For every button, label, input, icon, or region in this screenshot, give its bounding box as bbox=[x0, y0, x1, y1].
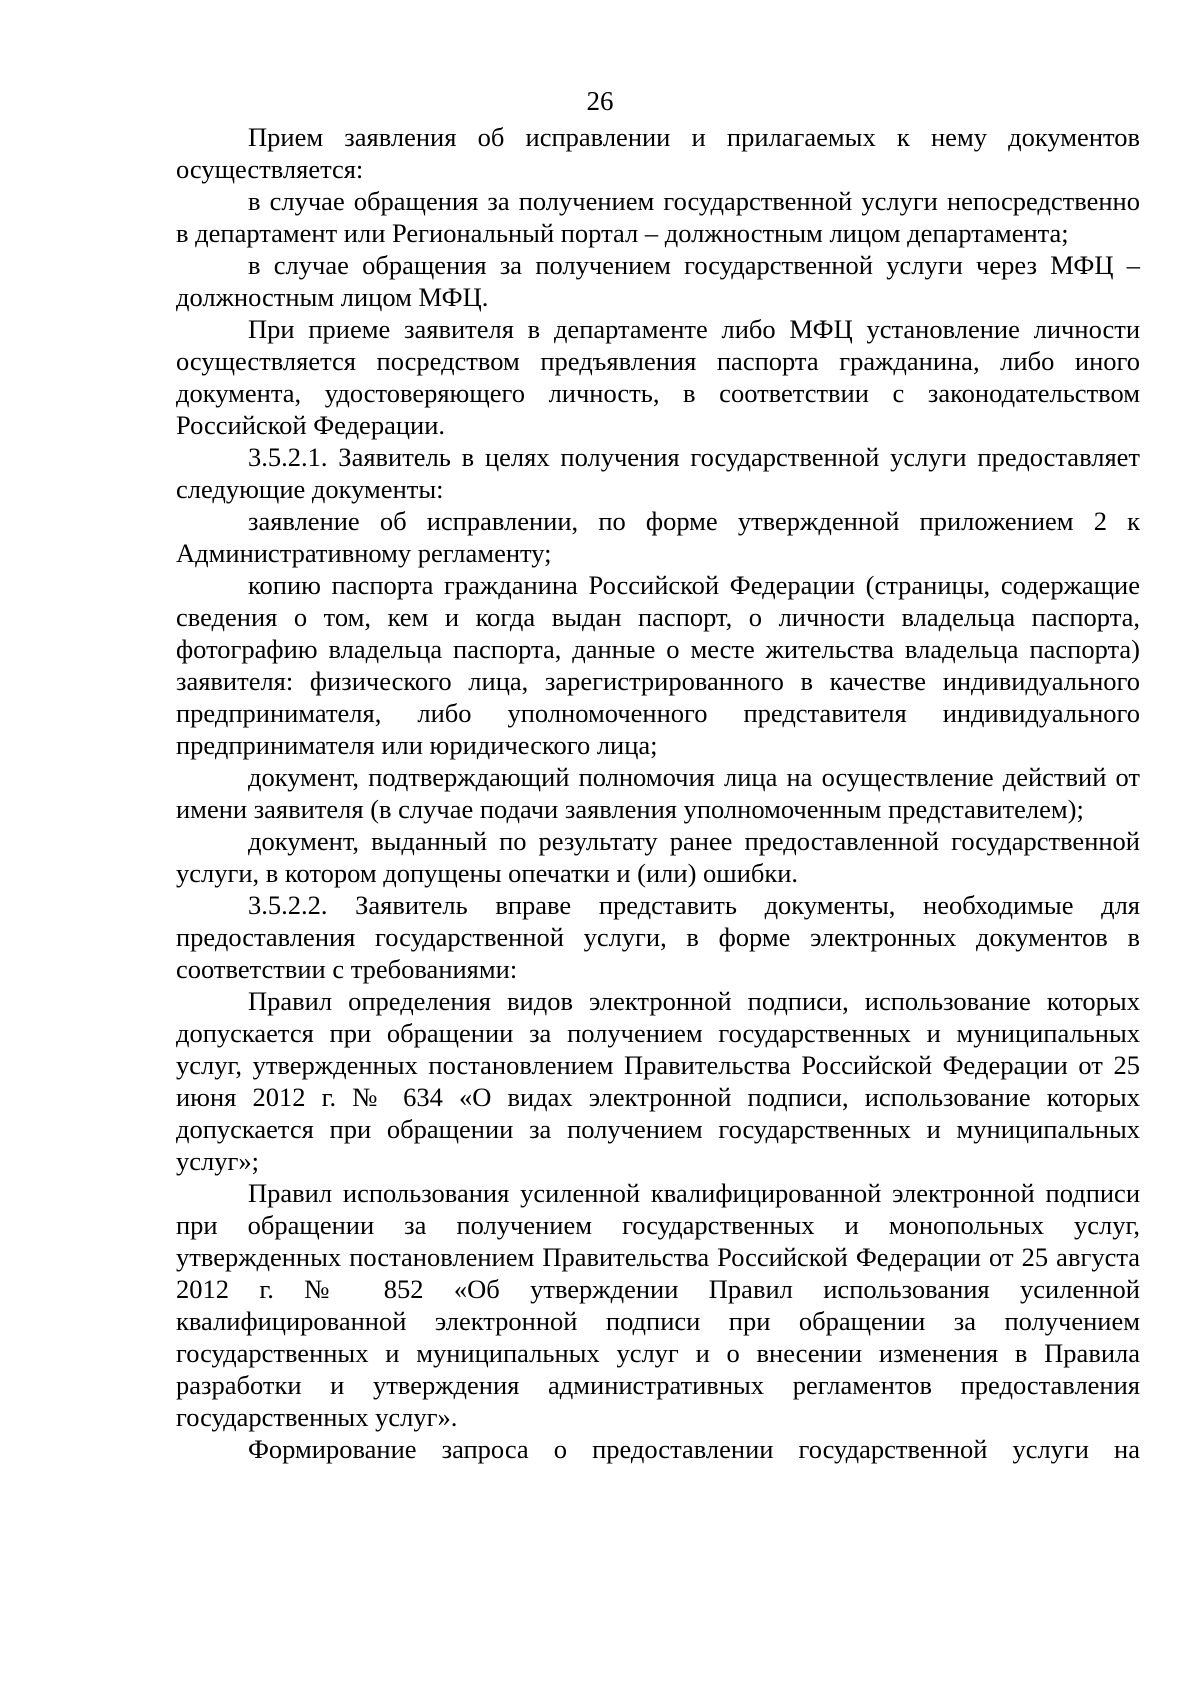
paragraph-signature-rules-634: Правил определения видов электронной подписи, использование которых допускается при обращении за получением государственных и муниципальных услуг, утвержденных постановлением Правительства Российской Федерации от 25 июня 2012 г. № 634 «О видах электронной подписи, использование которых допускается при обращении за получением государственных и муниципальных услуг»; bbox=[176, 986, 1140, 1176]
document-body bbox=[176, 121, 1140, 1465]
paragraph-department-portal: в случае обращения за получением государственной услуги непосредственно в департамент или Региональный портал – должностным лицом департамента; bbox=[176, 186, 1140, 248]
paragraph-correction-application: заявление об исправлении, по форме утвержденной приложением 2 к Административному регламенту; bbox=[176, 506, 1140, 568]
page-number: 26 bbox=[586, 86, 614, 116]
paragraph-signature-rules-852: Правил использования усиленной квалифицированной электронной подписи при обращении за получением государственных и монопольных услуг, утвержденных постановлением Правительства Российской Федерации от 25 августа 2012 г. № 852 «Об утверждении Правил использования усиленной квалифицированной электронной подписи при обращении за получением государственных и муниципальных услуг и о внесении изменения в Правила разработки и утверждения административных регламентов предоставления государственных услуг». bbox=[176, 1178, 1140, 1432]
paragraph-identity: При приеме заявителя в департаменте либо МФЦ установление личности осуществляется посредством предъявления паспорта гражданина, либо иного документа, удостоверяющего личность, в соответствии с законодательством Российской Федерации. bbox=[176, 314, 1140, 440]
paragraph-authority-document: документ, подтверждающий полномочия лица на осуществление действий от имени заявителя (в случае подачи заявления уполномоченным представителем); bbox=[176, 762, 1140, 824]
paragraph-issued-document: документ, выданный по результату ранее предоставленной государственной услуги, в котором допущены опечатки и (или) ошибки. bbox=[176, 826, 1140, 888]
paragraph-passport-copy: копию паспорта гражданина Российской Федерации (страницы, содержащие сведения о том, кем и когда выдан паспорт, о личности владельца паспорта, фотографию владельца паспорта, данные о месте жительства владельца паспорта) заявителя: физического лица, зарегистрированного в качестве индивидуального предпринимателя, либо уполномоченного представителя индивидуального предпринимателя или юридического лица; bbox=[176, 570, 1140, 760]
paragraph-reception-intro: Прием заявления об исправлении и прилагаемых к нему документов осуществляется: bbox=[176, 122, 1140, 184]
paragraph-request-formation: Формирование запроса о предоставлении государственной услуги на bbox=[248, 1434, 1140, 1464]
paragraph-3-5-2-1: 3.5.2.1. Заявитель в целях получения государственной услуги предоставляет следующие документы: bbox=[176, 442, 1140, 504]
paragraph-mfc: в случае обращения за получением государственной услуги через МФЦ – должностным лицом МФЦ. bbox=[176, 250, 1140, 312]
paragraph-3-5-2-2: 3.5.2.2. Заявитель вправе представить документы, необходимые для предоставления государственной услуги, в форме электронных документов в соответствии с требованиями: bbox=[176, 890, 1140, 984]
